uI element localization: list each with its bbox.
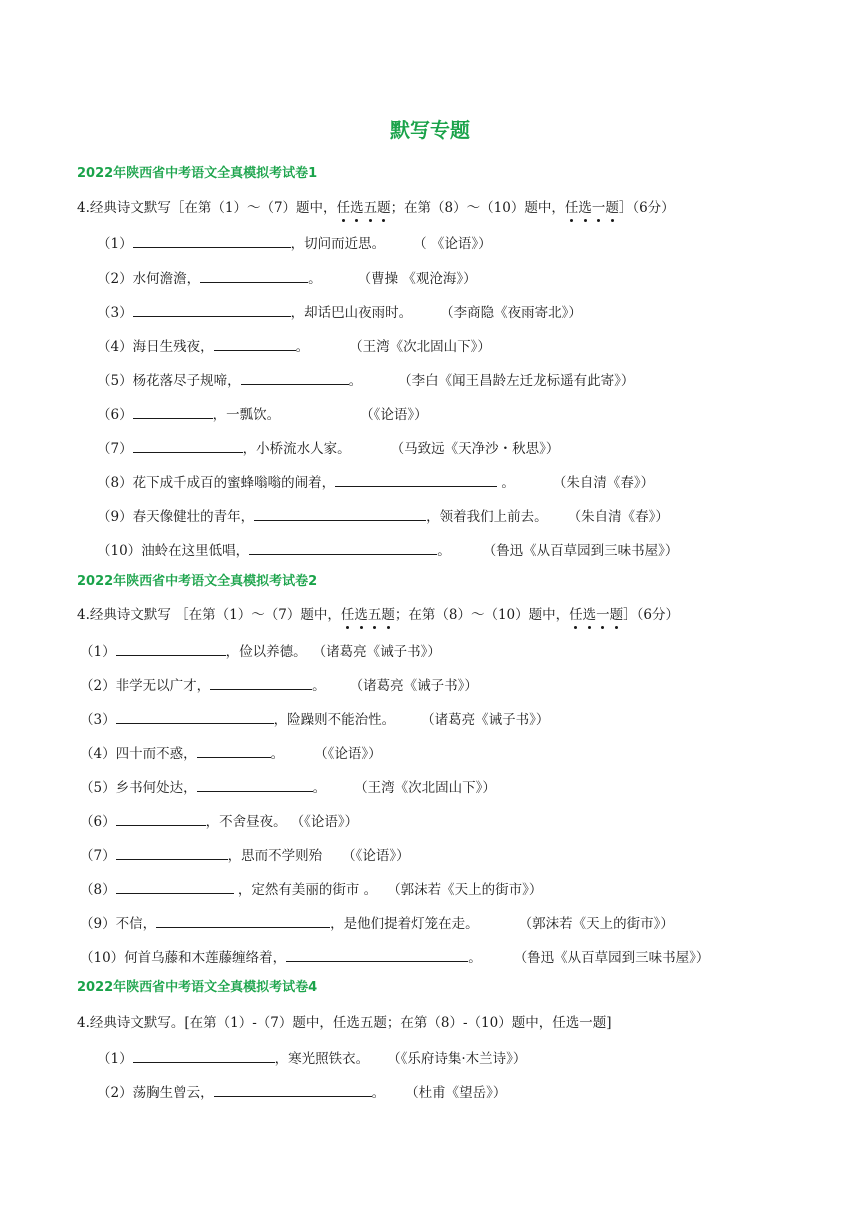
instruction-text: ；在第（8）～（10）题中， xyxy=(394,607,570,623)
answer-blank[interactable] xyxy=(241,370,349,385)
answer-blank[interactable] xyxy=(133,438,243,453)
question-text-after: ，切问而近思。 xyxy=(290,236,386,252)
question-line xyxy=(97,1048,526,1069)
answer-blank[interactable] xyxy=(197,743,271,758)
question-text-after: ，领着我们上前去。 xyxy=(426,509,548,525)
source-citation: （《论语》） xyxy=(360,407,428,423)
source-citation: （李商隐《夜雨寄北》） xyxy=(440,305,582,321)
question-number: （3） xyxy=(97,305,133,321)
question-text-after: ，寒光照铁衣。 xyxy=(274,1051,370,1067)
question-number: （2） xyxy=(97,271,133,287)
question-text-after: 。 xyxy=(437,543,451,559)
answer-blank[interactable] xyxy=(116,709,274,724)
instruction-text: 4.经典诗文默写［在第（1）～（7）题中， xyxy=(77,200,337,216)
source-citation: （李白《闻王昌龄左迁龙标遥有此寄》） xyxy=(398,373,635,389)
question-text-after: ，一瓢饮。 xyxy=(212,407,281,423)
answer-blank[interactable] xyxy=(254,506,426,521)
question-number: （1） xyxy=(80,644,116,660)
answer-blank[interactable] xyxy=(197,777,313,792)
question-text-after: 。 xyxy=(348,373,363,389)
question-text-after: ，不舍昼夜。 xyxy=(205,814,287,830)
source-citation: （诸葛亮《诫子书》） xyxy=(349,678,478,694)
question-line xyxy=(97,540,678,561)
question-number: （1） xyxy=(97,236,133,252)
answer-blank[interactable] xyxy=(116,641,226,656)
question-number: （6） xyxy=(80,814,116,830)
question-number: （8） xyxy=(80,882,116,898)
source-citation: （诸葛亮《诫子书》） xyxy=(421,712,550,728)
question-line xyxy=(97,472,654,493)
question-number: （9） xyxy=(97,509,133,525)
source-citation: （曹操 《观沧海》） xyxy=(357,271,477,287)
question-text-after: ，思而不学则殆 xyxy=(227,848,323,864)
instruction-text: ］（6分） xyxy=(618,200,675,216)
question-number: （6） xyxy=(97,407,133,423)
instruction-emphasis-1: 任选五题 xyxy=(340,607,395,623)
instruction-emphasis-2: 任选一题 xyxy=(569,607,624,623)
source-citation: （《乐府诗集·木兰诗》） xyxy=(387,1051,527,1067)
question-line xyxy=(97,506,669,527)
question-line xyxy=(97,233,492,254)
source-citation: （ 《论语》） xyxy=(413,236,492,252)
question-text-before: 花下成千成百的蜜蜂嗡嗡的闹着， xyxy=(132,475,336,491)
question-text-before: 四十而不惑， xyxy=(115,746,197,762)
source-citation: （郭沫若《天上的街市》） xyxy=(387,882,543,898)
question-text-before: 海日生残夜， xyxy=(132,339,214,355)
question-number: （7） xyxy=(97,441,133,457)
answer-blank[interactable] xyxy=(116,879,234,894)
question-line xyxy=(80,947,709,968)
source-citation: （王湾《次北固山下》） xyxy=(349,339,491,355)
question-line xyxy=(80,845,410,866)
question-number: （1） xyxy=(97,1051,133,1067)
instruction-emphasis-1: 任选五题 xyxy=(336,200,391,216)
question-line xyxy=(97,404,428,425)
question-text-before: 水何澹澹， xyxy=(132,271,201,287)
source-citation: （鲁迅《从百草园到三味书屋》） xyxy=(513,950,710,966)
answer-blank[interactable] xyxy=(133,302,291,317)
source-citation: （王湾《次北固山下》） xyxy=(354,780,496,796)
question-number: （5） xyxy=(80,780,116,796)
question-text-before: 不信， xyxy=(115,916,157,932)
answer-blank[interactable] xyxy=(210,675,312,690)
question-text-before: 荡胸生曾云， xyxy=(132,1085,214,1101)
instruction-emphasis-2: 任选一题 xyxy=(564,200,619,216)
question-text-after: 。 xyxy=(468,950,482,966)
section-heading-1: 2022年陕西省中考语文全真模拟考试卷1 xyxy=(77,166,318,181)
question-text-before: 乡书何处达， xyxy=(115,780,197,796)
question-text-after: ，俭以养德。 xyxy=(225,644,307,660)
question-line xyxy=(80,913,674,934)
source-citation: （杜甫《望岳》） xyxy=(405,1085,507,1101)
answer-blank[interactable] xyxy=(200,268,308,283)
question-line xyxy=(97,268,477,289)
answer-blank[interactable] xyxy=(133,1048,275,1063)
question-line xyxy=(97,370,634,391)
question-line xyxy=(80,777,496,798)
question-number: （4） xyxy=(97,339,133,355)
question-line xyxy=(97,302,582,323)
question-text-after: 。 xyxy=(312,780,327,796)
section-heading-3: 2022年陕西省中考语文全真模拟考试卷4 xyxy=(77,980,318,995)
source-citation: （朱自清《春》） xyxy=(552,475,655,491)
question-number: （10） xyxy=(80,950,125,966)
source-citation: （《论语》） xyxy=(342,848,410,864)
instruction-text: ；在第（8）～（10）题中， xyxy=(390,200,565,216)
question-text-before: 非学无以广才， xyxy=(115,678,211,694)
answer-blank[interactable] xyxy=(286,947,468,962)
answer-blank[interactable] xyxy=(133,233,291,248)
question-text-after: ，却话巴山夜雨时。 xyxy=(290,305,413,321)
section-1-instruction xyxy=(77,198,675,218)
question-text-after: 。 xyxy=(270,746,285,762)
section-heading-2: 2022年陕西省中考语文全真模拟考试卷2 xyxy=(77,574,318,589)
section-3-instruction: 4.经典诗文默写。[在第（1）-（7）题中，任选五题；在第（8）-（10）题中，任选一题] xyxy=(77,1015,612,1031)
question-line xyxy=(80,743,382,764)
question-line xyxy=(97,1082,506,1103)
answer-blank[interactable] xyxy=(156,913,330,928)
instruction-text: ］（6分） xyxy=(623,607,679,623)
question-text-before: 油蛉在这里低唱， xyxy=(141,543,250,559)
question-line xyxy=(97,438,559,459)
question-text-after: 。 xyxy=(308,271,322,287)
question-text-before: 杨花落尽子规啼， xyxy=(132,373,241,389)
question-line xyxy=(80,811,358,832)
question-text-after: 。 xyxy=(312,678,326,694)
question-text-after: ，是他们提着灯笼在走。 xyxy=(330,916,479,932)
answer-blank[interactable] xyxy=(133,404,213,419)
question-text-after: ，小桥流水人家。 xyxy=(242,441,351,457)
question-number: （7） xyxy=(80,848,116,864)
question-text-after: 。 xyxy=(371,1085,386,1101)
question-line xyxy=(97,336,491,357)
source-citation: （马致远《天净沙・秋思》） xyxy=(390,441,560,457)
question-number: （10） xyxy=(97,543,142,559)
source-citation: （朱自清《春》） xyxy=(567,509,669,525)
answer-blank[interactable] xyxy=(214,336,296,351)
answer-blank[interactable] xyxy=(214,1082,372,1097)
question-text-after: ，定然有美丽的街市 。 xyxy=(233,882,378,898)
instruction-text: 4.经典诗文默写 ［在第（1）～（7）题中， xyxy=(77,607,341,623)
answer-blank[interactable] xyxy=(335,472,497,487)
question-number: （2） xyxy=(97,1085,133,1101)
question-text-after: 。 xyxy=(295,339,310,355)
answer-blank[interactable] xyxy=(116,845,228,860)
answer-blank[interactable] xyxy=(249,540,437,555)
question-line xyxy=(80,879,542,900)
source-citation: （鲁迅《从百草园到三味书屋》） xyxy=(482,543,679,559)
question-number: （3） xyxy=(80,712,116,728)
page-title: 默写专题 xyxy=(390,118,470,142)
source-citation: （郭沫若《天上的街市》） xyxy=(518,916,674,932)
question-text-after: 。 xyxy=(497,475,515,491)
section-2-instruction xyxy=(77,605,679,625)
question-number: （5） xyxy=(97,373,133,389)
question-number: （2） xyxy=(80,678,116,694)
source-citation: （《论语》） xyxy=(314,746,382,762)
question-number: （8） xyxy=(97,475,133,491)
answer-blank[interactable] xyxy=(116,811,206,826)
question-line xyxy=(80,675,478,696)
question-text-after: ，险躁则不能治性。 xyxy=(273,712,396,728)
question-line xyxy=(80,641,441,662)
question-text-before: 何首乌藤和木莲藤缠络着， xyxy=(124,950,287,966)
question-number: （9） xyxy=(80,916,116,932)
question-text-before: 春天像健壮的青年， xyxy=(132,509,255,525)
question-line xyxy=(80,709,549,730)
source-citation: （诸葛亮《诫子书》） xyxy=(312,644,441,660)
source-citation: （《论语》） xyxy=(290,814,359,830)
question-number: （4） xyxy=(80,746,116,762)
